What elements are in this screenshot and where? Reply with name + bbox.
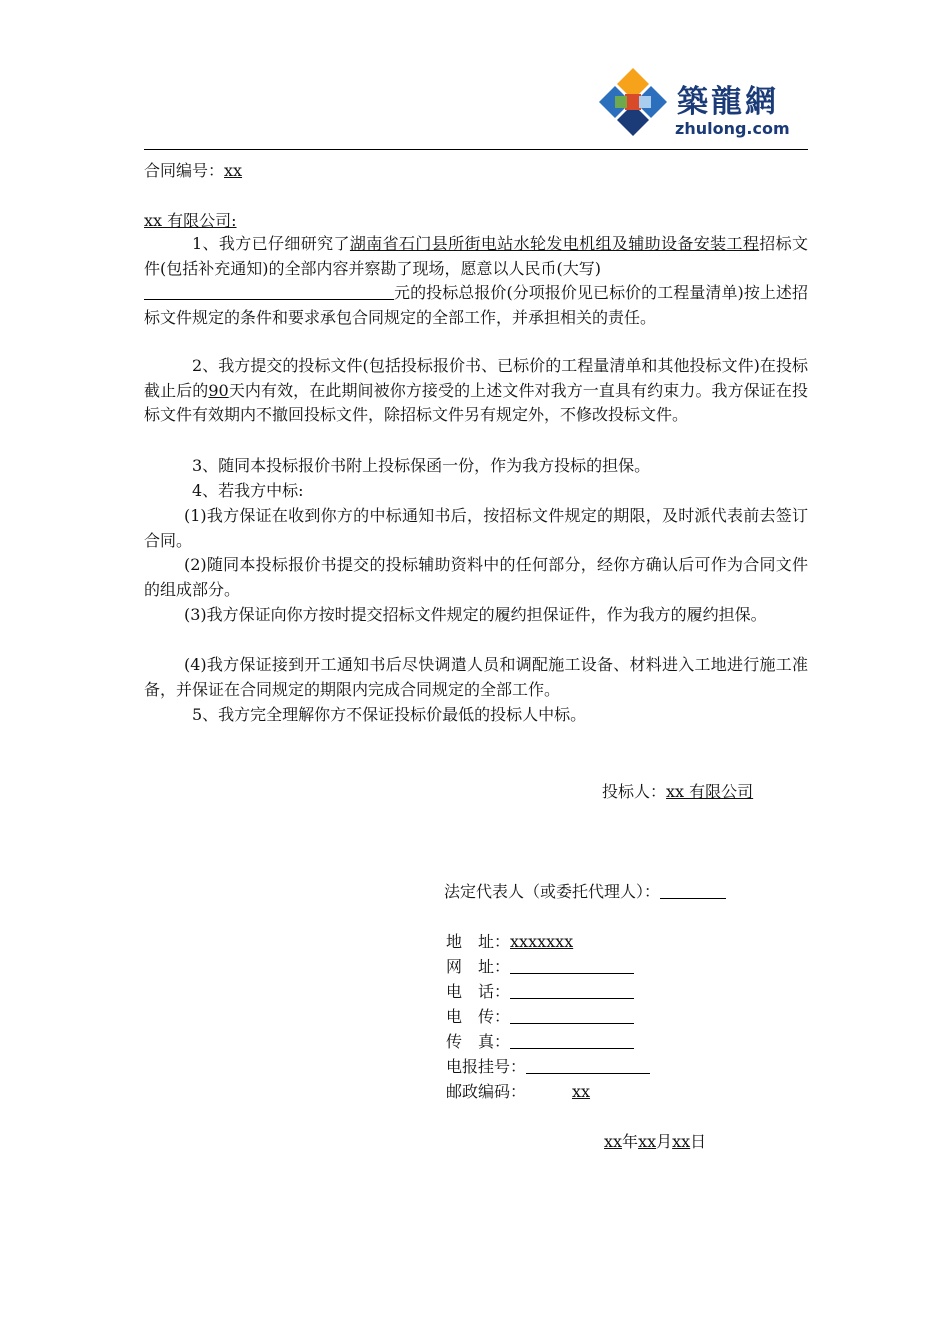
date-year: xx bbox=[604, 1132, 623, 1151]
validity-days: 90 bbox=[208, 380, 229, 400]
addressee: xx 有限公司: bbox=[144, 211, 237, 230]
item-4-1: (1)我方保证在收到你方的中标通知书后，按招标文件规定的期限，及时派代表前去签订合同。 bbox=[144, 506, 808, 550]
postcode-value: xx bbox=[571, 1082, 591, 1101]
website-blank bbox=[510, 955, 634, 974]
item-4-2: (2)随同本投标报价书提交的投标辅助资料中的任何部分，经你方确认后可作为合同文件的组成部分。 bbox=[144, 555, 808, 599]
field-telex: 电 传： bbox=[446, 1004, 634, 1027]
amount-blank bbox=[144, 281, 394, 300]
fax-blank bbox=[510, 1030, 634, 1049]
bidder-name: xx 有限公司 bbox=[666, 782, 754, 801]
item-2: 2、我方提交的投标文件(包括投标报价书、已标价的工程量清单和其他投标文件)在投标截止后的90天内有效，在此期间被你方接受的上述文件对我方一直具有约束力。我方保证在投标文件有效期内不撤回投标文件，除招标文件另有规定外，不修改投标文件。 bbox=[144, 356, 808, 425]
bidder: 投标人：xx 有限公司 bbox=[602, 782, 754, 801]
zhulong-logo bbox=[593, 66, 809, 142]
item-3: 3、随同本投标报价书附上投标保函一份，作为我方投标的担保。 bbox=[192, 456, 651, 475]
item-1: 1、我方已仔细研究了湖南省石门县所街电站水轮发电机组及辅助设备安装工程招标文件(包括补充通知)的全部内容并察勘了现场，愿意以人民币(大写) 元的投标总报价(分项报价见已标价的工程量清单)按上述招标文件规定的条件和要求承包合同规定的全部工作，并承担相关的责任。 bbox=[144, 234, 808, 327]
item-4: 4、若我方中标: bbox=[192, 481, 304, 500]
header-rule bbox=[144, 149, 808, 150]
project-name: 湖南省石门县所街电站水轮发电机组及辅助设备安装工程 bbox=[349, 234, 760, 253]
item-5: 5、我方完全理解你方不保证投标价最低的投标人中标。 bbox=[192, 705, 587, 724]
field-cable: 电报挂号： bbox=[446, 1054, 650, 1077]
item-4-4: (4)我方保证接到开工通知书后尽快调遣人员和调配施工设备、材料进入工地进行施工准备，并保证在合同规定的期限内完成合同规定的全部工作。 bbox=[144, 655, 808, 699]
logo-mark-icon bbox=[593, 66, 673, 142]
legal-representative: 法定代表人（或委托代理人）： bbox=[444, 879, 726, 902]
contract-number: 合同编号：xx bbox=[144, 161, 243, 180]
item-4-3: (3)我方保证向你方按时提交招标文件规定的履约担保证件，作为我方的履约担保。 bbox=[184, 605, 767, 624]
field-website: 网 址： bbox=[446, 954, 634, 977]
legal-representative-blank bbox=[660, 880, 726, 899]
address-value: xxxxxxx bbox=[510, 932, 574, 951]
field-fax: 传 真： bbox=[446, 1029, 634, 1052]
date: xx年xx月xx日 bbox=[604, 1132, 707, 1151]
contract-number-value: xx bbox=[224, 161, 243, 180]
logo-english-text: zhulong.com bbox=[675, 119, 790, 138]
field-address: 地 址：xxxxxxx bbox=[446, 932, 574, 951]
date-month: xx bbox=[638, 1132, 657, 1151]
date-day: xx bbox=[672, 1132, 691, 1151]
logo-chinese-text: 築龍網 bbox=[677, 84, 779, 120]
telex-blank bbox=[510, 1005, 634, 1024]
field-postcode: 邮政编码： xx bbox=[446, 1079, 636, 1102]
phone-blank bbox=[510, 980, 634, 999]
field-phone: 电 话： bbox=[446, 979, 634, 1002]
cable-blank bbox=[526, 1055, 650, 1074]
